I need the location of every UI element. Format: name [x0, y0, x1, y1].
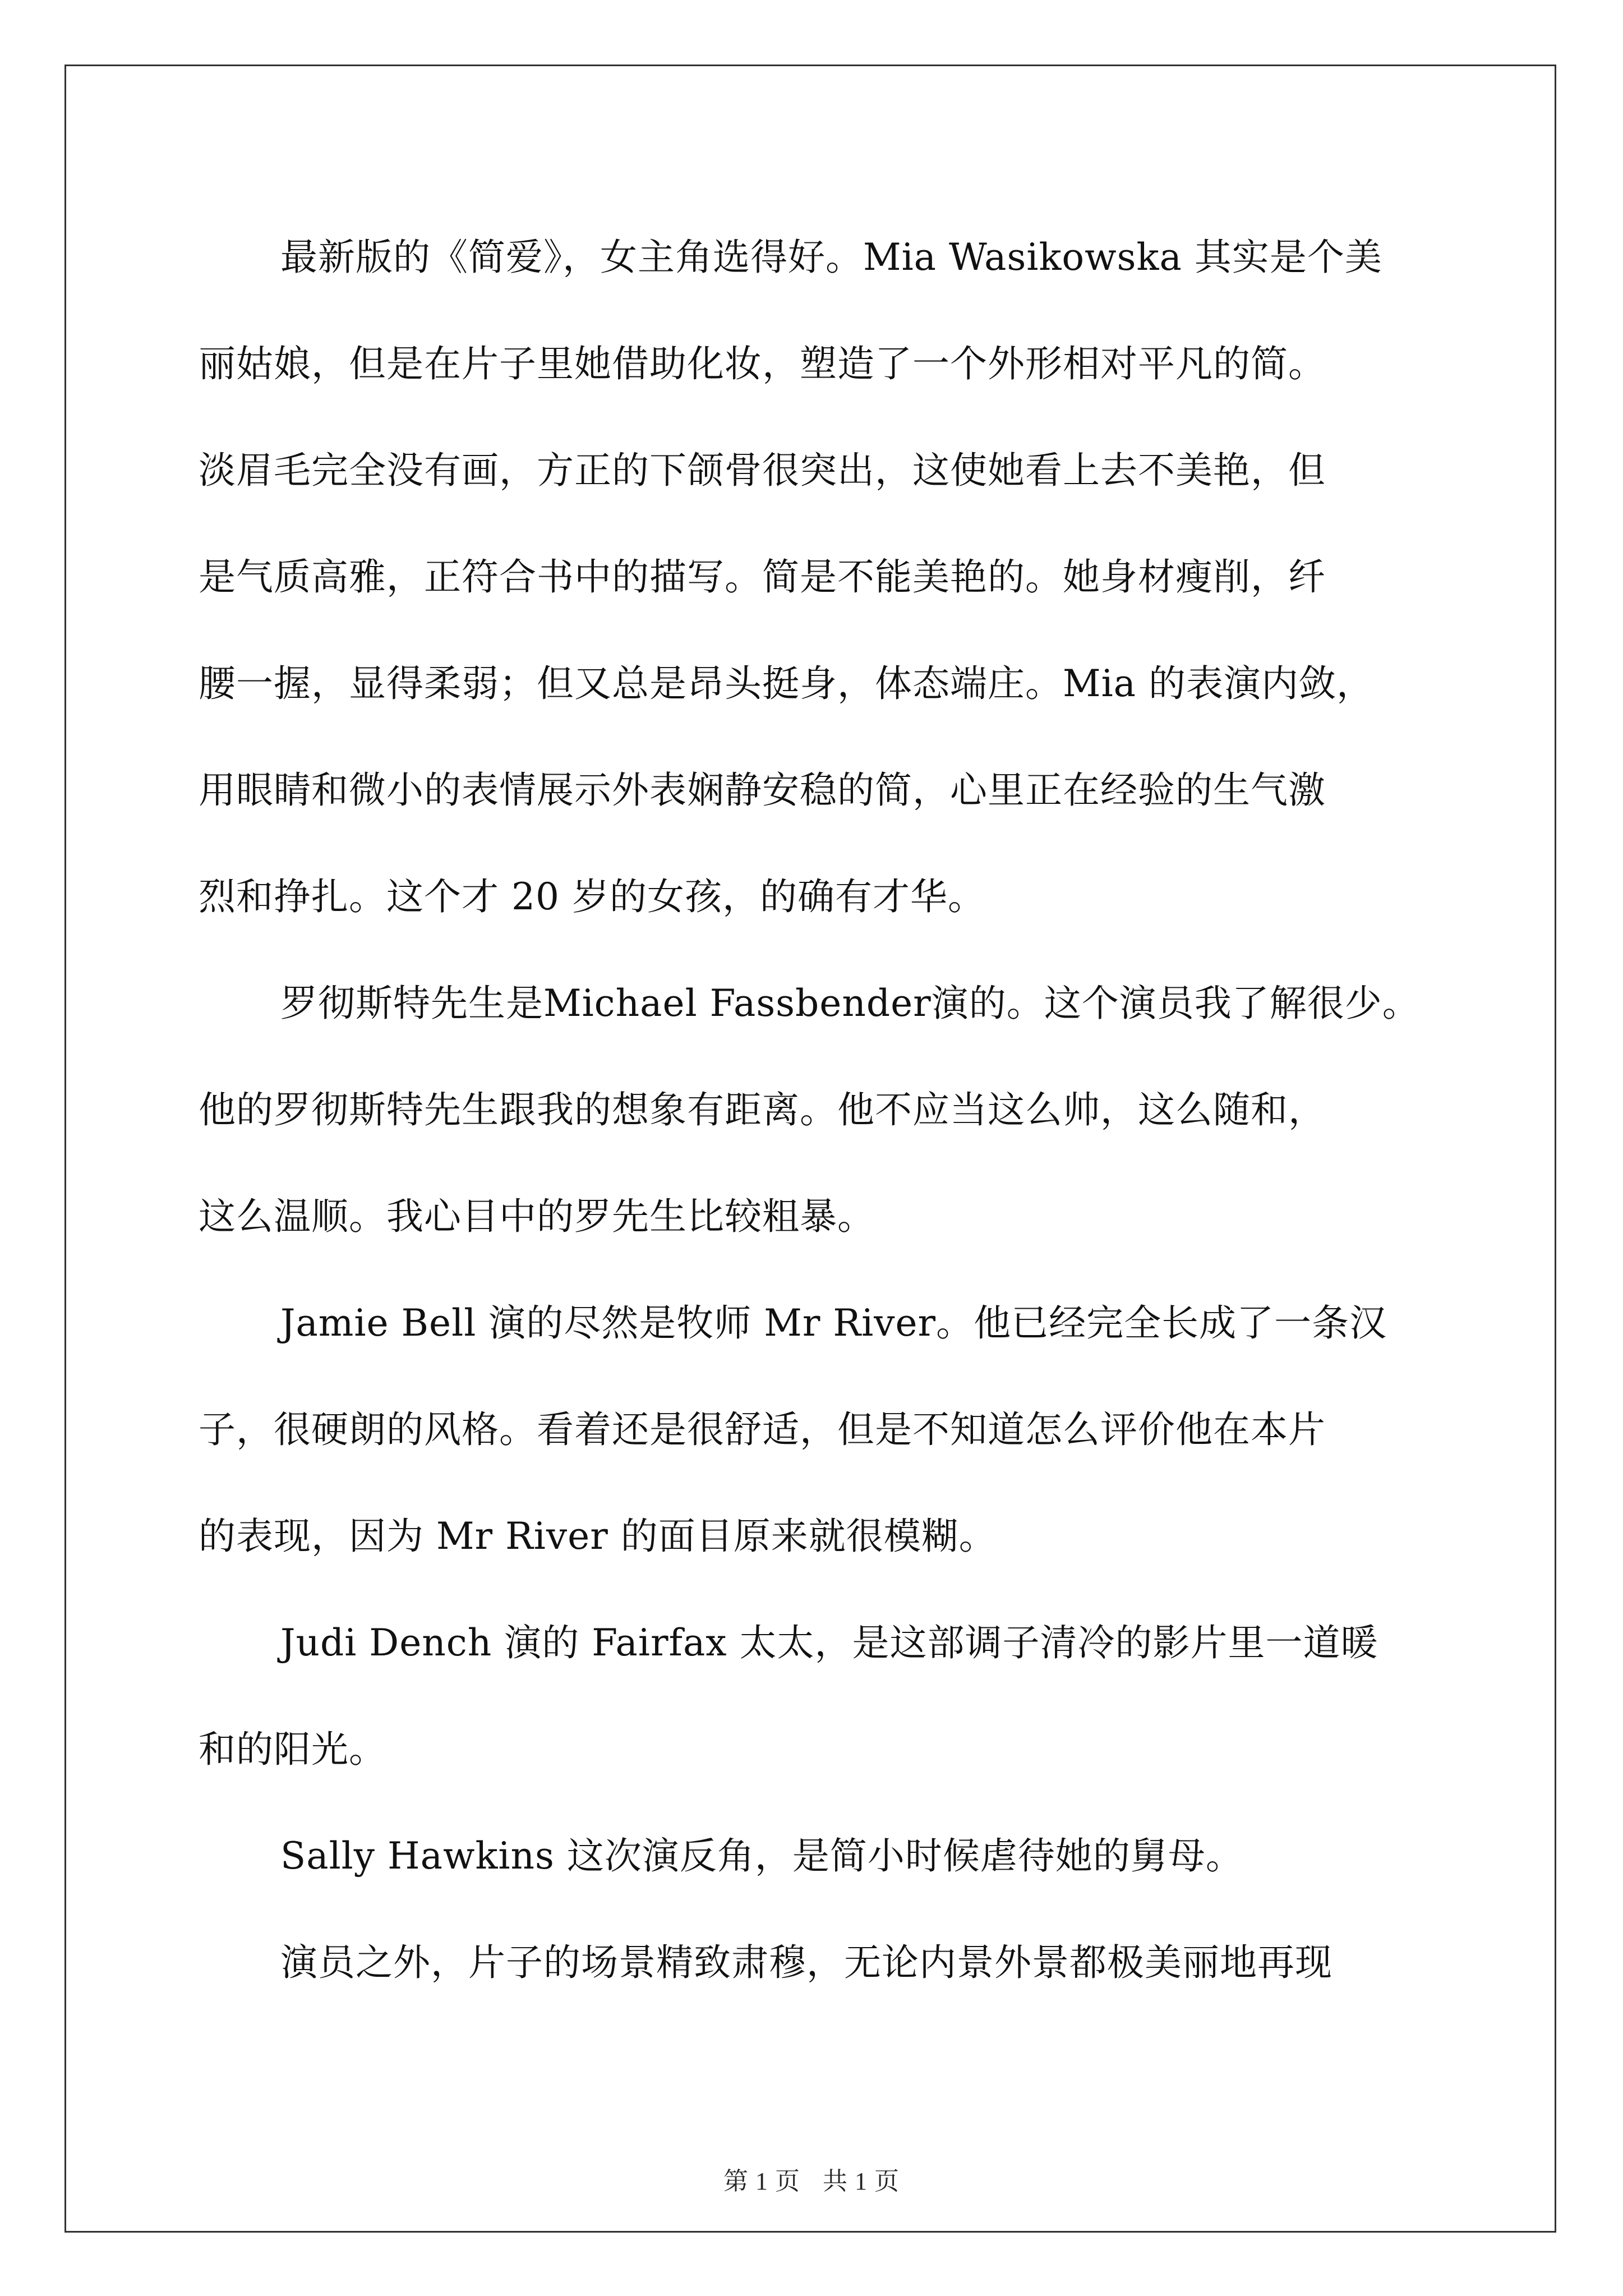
text-line: 罗彻斯特先生是Michael Fassbender演的。这个演员我了解很少。: [280, 982, 1420, 1025]
text-line: 烈和挣扎。这个才 20 岁的女孩，的确有才华。: [199, 875, 985, 918]
text-line: 是气质高雅，正符合书中的描写。简是不能美艳的。她身材瘦削，纤: [199, 555, 1326, 599]
text-line: 淡眉毛完全没有画，方正的下颌骨很突出，这使她看上去不美艳，但: [199, 449, 1326, 492]
text-line: Judi Dench 演的 Fairfax 太太，是这部调子清冷的影片里一道暖: [280, 1621, 1378, 1664]
page-footer: [0, 2161, 1623, 2197]
text-line: 的表现，因为 Mr River 的面目原来就很模糊。: [199, 1515, 997, 1558]
text-line: 演员之外，片子的场景精致肃穆，无论内景外景都极美丽地再现: [280, 1941, 1332, 1984]
text-line: Jamie Bell 演的尽然是牧师 Mr River。他已经完全长成了一条汉: [280, 1301, 1387, 1345]
paragraph-3: [199, 1270, 1460, 1590]
text-line: 和的阳光。: [199, 1728, 386, 1771]
text-line: Sally Hawkins 这次演反角，是简小时候虐待她的舅母。: [280, 1834, 1243, 1878]
text-line: 这么温顺。我心目中的罗先生比较粗暴。: [199, 1195, 875, 1238]
text-line: 腰一握，显得柔弱；但又总是昂头挺身，体态端庄。Mia 的表演内敛，: [199, 662, 1375, 705]
paragraph-4: [199, 1590, 1460, 1803]
text-line: 他的罗彻斯特先生跟我的想象有距离。他不应当这么帅，这么随和，: [199, 1088, 1326, 1131]
text-line: 子，很硬朗的风格。看着还是很舒适，但是不知道怎么评价他在本片: [199, 1408, 1326, 1451]
text-line: 用眼睛和微小的表情展示外表娴静安稳的简，心里正在经验的生气激: [199, 769, 1326, 812]
page-number-current: 第 1 页: [723, 2168, 800, 2195]
paragraph-5: [199, 1803, 1460, 1910]
text-line: 最新版的《简爱》，女主角选得好。Mia Wasikowska 其实是个美: [280, 236, 1382, 279]
paragraph-2: [199, 950, 1460, 1270]
page-number-total: 共 1 页: [823, 2168, 900, 2195]
text-line: 丽姑娘，但是在片子里她借助化妆，塑造了一个外形相对平凡的简。: [199, 342, 1326, 385]
paragraph-1: [199, 204, 1460, 950]
document-body: [199, 204, 1460, 2016]
paragraph-6: [199, 1910, 1460, 2016]
